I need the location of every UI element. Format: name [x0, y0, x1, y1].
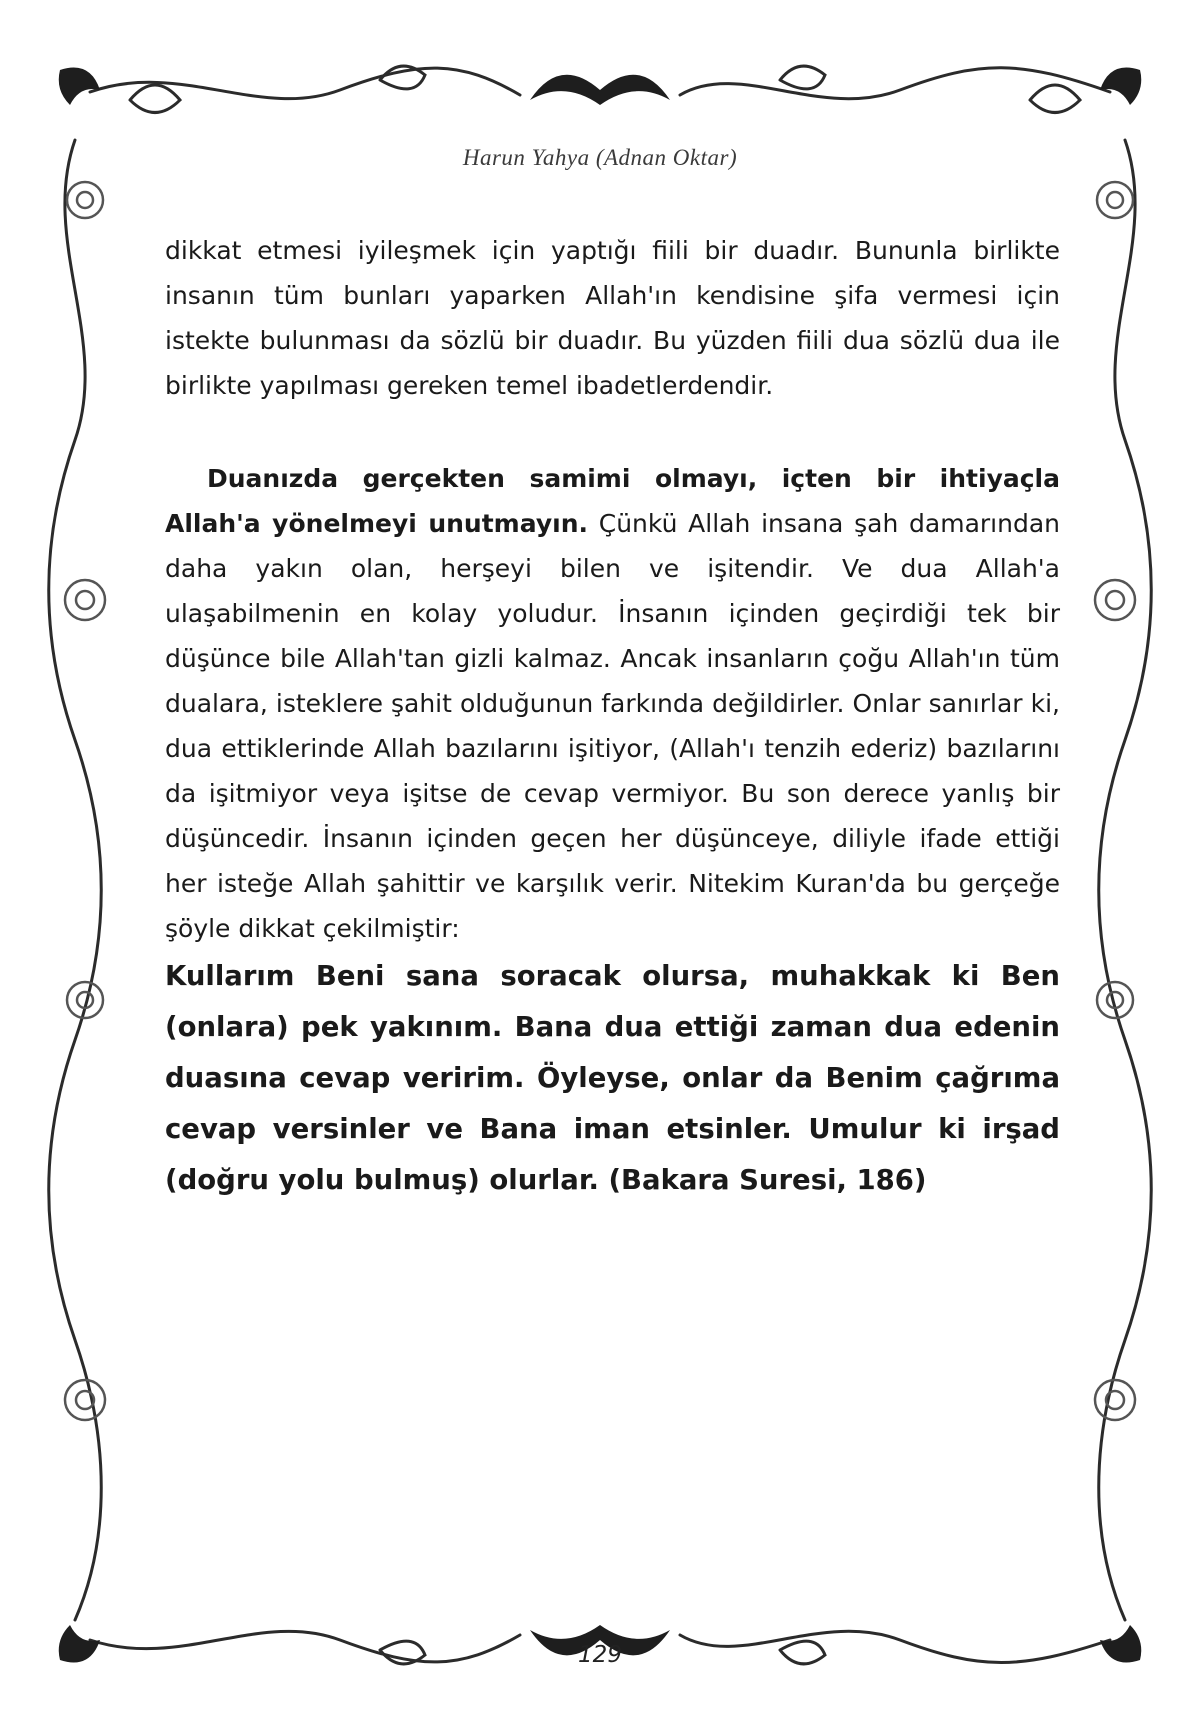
top-border-vine — [90, 68, 520, 99]
body-text — [165, 228, 1060, 1206]
running-header: Harun Yahya (Adnan Oktar) — [462, 145, 738, 170]
quran-quote: Kullarım Beni sana soracak olursa, muhakkak ki Ben (onlara) pek yakınım. Bana dua ettiği zaman dua edenin duasına cevap veririm. Öyleyse, onlar da Benim çağrıma cevap versinler ve Bana iman etsinler. Umulur ki irşad (doğru yolu bulmuş) olurlar. (Bakara Suresi, 186) — [165, 960, 1060, 1196]
top-border-vine-right — [680, 68, 1110, 99]
corner-ornament-top-right — [1100, 68, 1141, 106]
page-number: 129 — [578, 1642, 622, 1668]
top-center-ornament — [530, 75, 670, 105]
paragraph-2-text: Çünkü Allah insana şah damarından daha yakın olan, herşeyi bilen ve işitendir. Ve dua Allah'a ulaşabilmenin en kolay yoludur. İnsanın içinden geçirdiği tek bir düşünce bile Allah'tan gizli kalmaz. Ancak insanların çoğu Allah'ın tüm dualara, isteklere şahit olduğunun farkında değildirler. Onlar sanırlar ki, dua ettiklerinde Allah bazılarını işitiyor, (Allah'ı tenzih ederiz) bazılarını da işitmiyor veya işitse de cevap vermiyor. Bu son derece yanlış bir düşüncedir. İnsanın içinden geçen her düşünceye, diliyle ifade ettiği her isteğe Allah şahittir ve karşılık verir. Nitekim Kuran'da bu gerçeğe şöyle dikkat çekilmiştir: — [165, 509, 1060, 943]
paragraph-2 — [165, 456, 1060, 951]
emphasis-text: Duanızda gerçekten samimi olmayı, içten bir ihtiyaçla Allah'a yönelmeyi unutmayın. — [165, 464, 1060, 538]
corner-ornament-top-left — [59, 68, 100, 106]
paragraph-1: dikkat etmesi iyileşmek için yaptığı fiili bir duadır. Bununla birlikte insanın tüm bunları yaparken Allah'ın kendisine şifa vermesi için istekte bulunması da sözlü bir duadır. Bu yüzden fiili dua sözlü dua ile birlikte yapılması gereken temel ibadetlerdendir. — [165, 236, 1060, 400]
